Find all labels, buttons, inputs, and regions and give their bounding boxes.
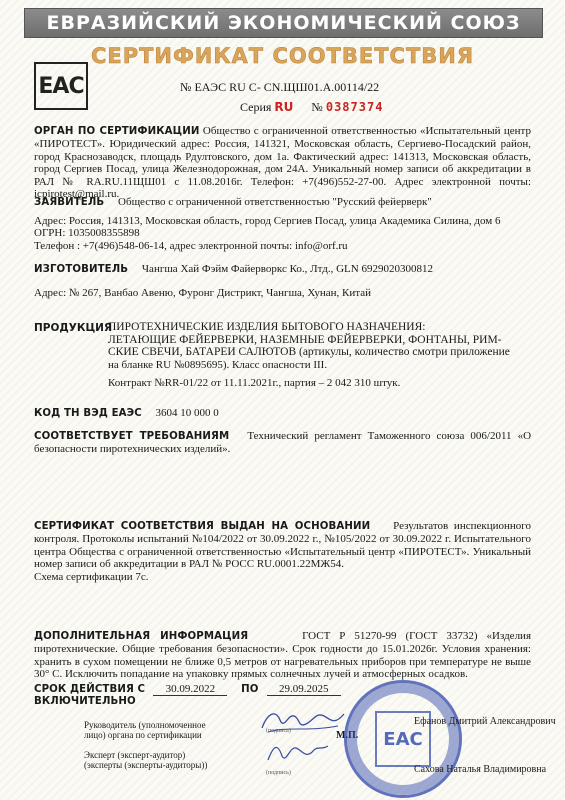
applicant-ogrn: ОГРН: 1035008355898 (34, 227, 140, 240)
applicant-address: Адрес: Россия, 141313, Московская область, город Сергиев Посад, улица Академика Силина, дом 6 (34, 215, 501, 227)
applicant-name: Общество с ограниченной ответственностью "Русский фейерверк" (118, 196, 432, 208)
manufacturer-section (34, 263, 531, 276)
stamp-eac-mark: EAC (375, 711, 431, 767)
requirements-text: Технический регламент Таможенного союза 006/2011 «О безопасности пиротехнических изделий». (34, 430, 532, 456)
expert-name: Сахова Наталья Владимировна (414, 764, 547, 775)
certification-body-label: ОРГАН ПО СЕРТИФИКАЦИИ (34, 126, 200, 137)
organization-stamp (344, 680, 462, 798)
series-code: RU (274, 100, 294, 114)
manufacturer-label: ИЗГОТОВИТЕЛЬ (34, 264, 129, 275)
customs-code (34, 407, 531, 420)
additional-info-label: ДОПОЛНИТЕЛЬНАЯ ИНФОРМАЦИЯ (34, 631, 249, 642)
additional-info-text: ГОСТ Р 51270-99 (ГОСТ 33732) «Изделия пиротехнические. Общие требования безопасности». Срок годности до 15.01.2026г. Условия хранения: хранить в сухом помещении не ближе 0,5 метров от нагревательных приборов при температуре не выше 30° С. Исключить попадание на упаковку прямых солнечных лучей и атмосферных осадков. (34, 630, 531, 681)
union-banner: ЕВРАЗИЙСКИЙ ЭКОНОМИЧЕСКИЙ СОЮЗ (24, 8, 543, 38)
validity-label: СРОК ДЕЙСТВИЯ С (34, 684, 146, 695)
product-description: ПИРОТЕХНИЧЕСКИЕ ИЗДЕЛИЯ БЫТОВОГО НАЗНАЧЕНИЯ: ЛЕТАЮЩИЕ ФЕЙЕРВЕРКИ, НАЗЕМНЫЕ ФЕЙЕРВЕРКИ, ФОНТАНЫ, РИМ- СКИЕ СВЕЧИ, БАТАРЕИ САЛЮТОВ (артикулы, количество смотри приложение на бланке RU №0895695). Класс опасности III. Контракт №RR-01/22 от 11.11.2021г., партия – 2 042 310 штук. (108, 321, 531, 390)
head-name: Ефанов Дмитрий Александрович (414, 716, 556, 727)
expert-signatory-label: Эксперт (эксперт-аудитор) (эксперты (эксперты-аудиторы)) (84, 750, 208, 770)
contract-line: Контракт №RR-01/22 от 11.11.2021г., партия – 2 042 310 штук. (108, 377, 401, 390)
registration-number: № ЕАЭС RU С- CN.ЩШ01.А.00114/22 (180, 80, 380, 94)
certification-body (34, 125, 531, 200)
validity-to: 29.09.2025 (267, 683, 341, 696)
eac-logo-text: EAC (38, 73, 84, 99)
form-number: 0387374 (325, 100, 384, 114)
expert-signature (262, 740, 332, 766)
certification-body-text: Общество с ограниченной ответственностью «Испытательный центр «ПИРОТЕСТ». Юридический адрес: Россия, 141321, Московская область, Сергиево-Посадский район, город Краснозаводск, площадь Рдултовского, дом 1а. Фактический адрес: 141313, Московская область, город Сергиев Посад, улица Железнодорожная, дом 24А. Уникальный номер записи об аккредитации в РАЛ № RA.RU.11ЩШ01 с 11.08.2016г. Телефон: +7(496)552-27-00. Адрес электронной почты: icpirotest@mail.ru. (34, 125, 531, 201)
eac-logo (34, 62, 88, 110)
additional-info (34, 630, 531, 681)
customs-code-value: 3604 10 000 0 (155, 407, 219, 419)
basis-scheme: Схема сертификации 7с. (34, 570, 149, 583)
applicant-contacts: Телефон : +7(496)548-06-14, адрес электронной почты: info@orf.ru (34, 239, 348, 252)
seal-place: М.П. (336, 730, 359, 741)
certificate-title: СЕРТИФИКАТ СООТВЕТСТВИЯ (90, 44, 475, 68)
customs-code-label: КОД ТН ВЭД ЕАЭС (34, 408, 142, 419)
manufacturer-address: Адрес: № 267, Ванбао Авеню, Фуронг Дистрикт, Чангша, Хунан, Китай (34, 287, 371, 299)
signature-caption-2: (подпись) (266, 770, 291, 776)
applicant-label: ЗАЯВИТЕЛЬ (34, 197, 105, 208)
requirements-section (34, 430, 531, 456)
head-signatory-label: Руководитель (уполномоченное лицо) органа по сертификации (84, 720, 206, 740)
basis-section (34, 520, 531, 583)
basis-text: Результатов инспекционного контроля. Протоколы испытаний №104/2022 от 30.09.2022 г., №105/2022 от 30.09.2022 г. Испытательного центра Общества с ограниченной ответственностью «Испытательный центр «ПИРОТЕСТ». Уникальный номер записи об аккредитации в РАЛ № РОСС RU.0001.22МЖ54. (34, 520, 531, 571)
requirements-label: СООТВЕТСТВУЕТ ТРЕБОВАНИЯМ (34, 431, 230, 442)
manufacturer-name: Чангша Хай Фэйм Файерворкс Ко., Лтд., GLN 6929020300812 (141, 263, 433, 275)
basis-label: СЕРТИФИКАТ СООТВЕТСТВИЯ ВЫДАН НА ОСНОВАНИИ (34, 521, 371, 532)
applicant-section (34, 196, 531, 209)
signature-caption: (подпись) (266, 728, 291, 734)
validity-from: 30.09.2022 (153, 683, 227, 696)
validity-section: СРОК ДЕЙСТВИЯ С 30.09.2022 ПО 29.09.2025 ВКЛЮЧИТЕЛЬНО (34, 683, 531, 709)
product-label: ПРОДУКЦИЯ (34, 322, 113, 334)
applicant-details (34, 215, 531, 252)
series-line: Серия RU № 0387374 (240, 100, 384, 114)
